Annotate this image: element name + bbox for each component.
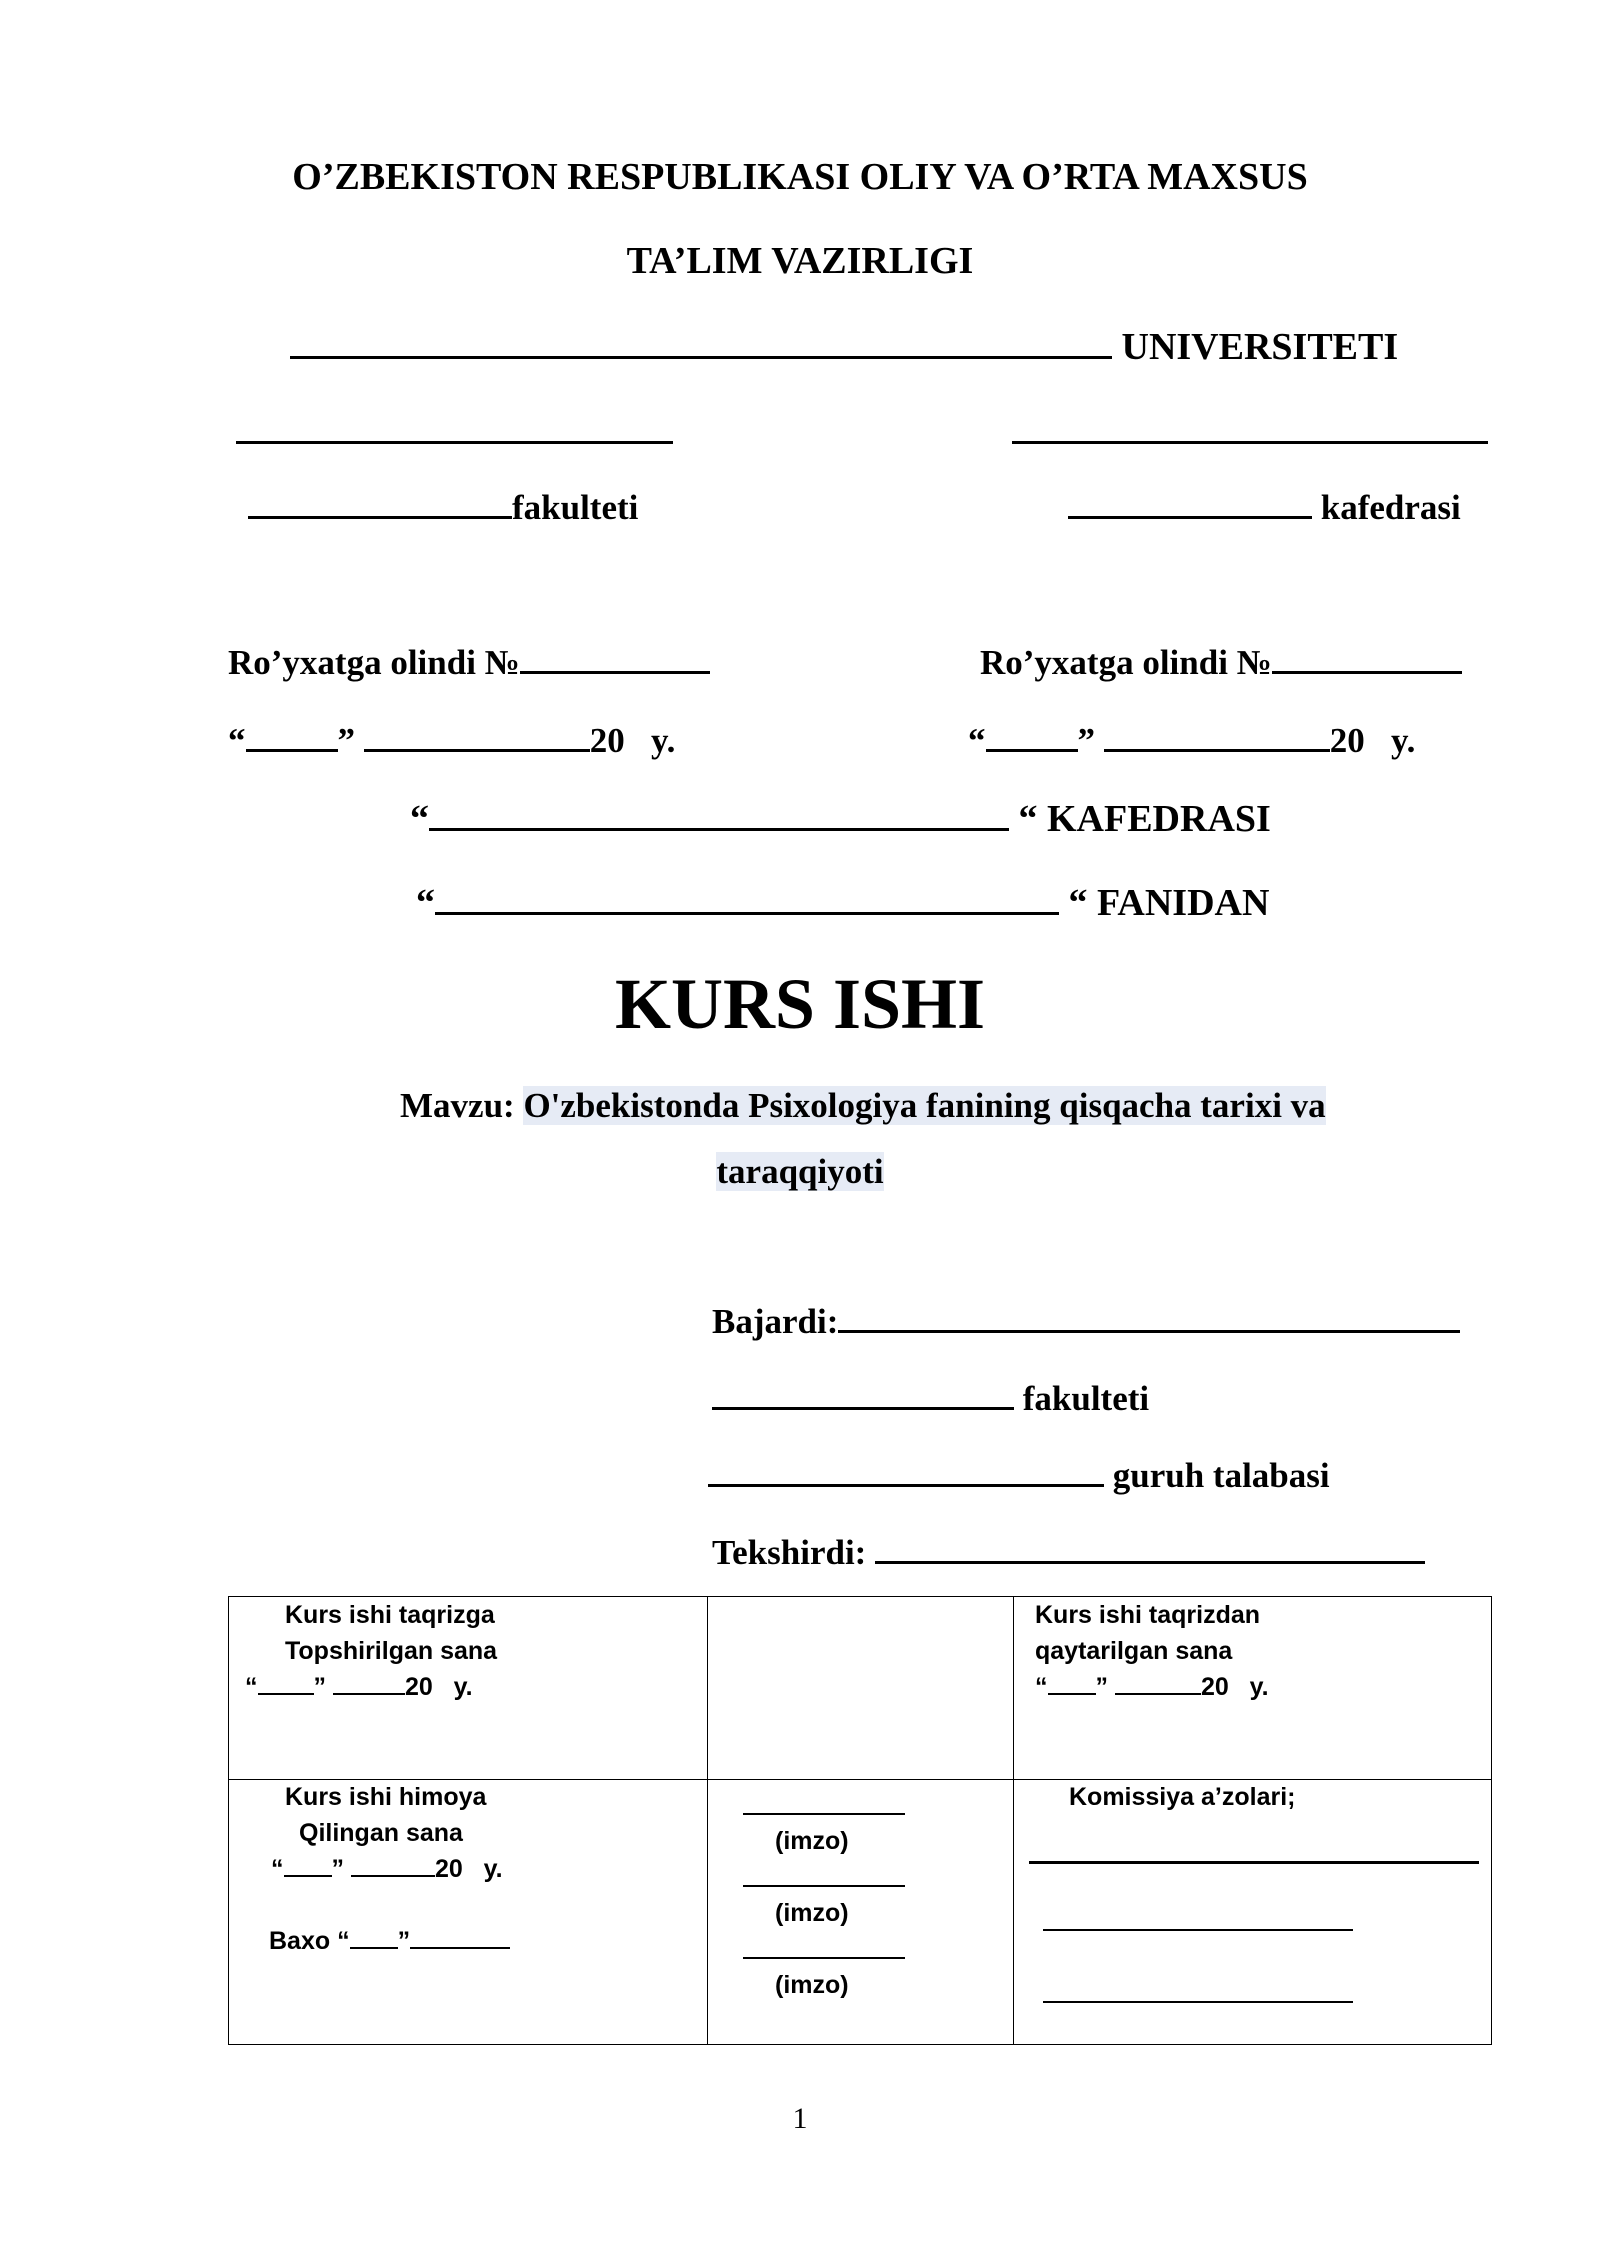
department-name-blank[interactable] bbox=[1012, 441, 1488, 444]
registration-right-date bbox=[968, 715, 1415, 764]
registration-right bbox=[980, 637, 1462, 686]
commission-member-line[interactable] bbox=[1029, 1861, 1479, 1864]
close-quote: ” bbox=[313, 1673, 326, 1701]
year-prefix: 20 bbox=[1200, 1673, 1229, 1701]
faculty-row-right bbox=[1068, 482, 1461, 531]
tekshirdi-line bbox=[712, 1527, 1425, 1576]
kafedra-line bbox=[410, 794, 1271, 842]
year-suffix: y. bbox=[483, 1855, 503, 1883]
commission-member-line[interactable] bbox=[1043, 1929, 1353, 1931]
group-line bbox=[708, 1450, 1330, 1499]
close-quote: ” bbox=[1077, 721, 1095, 760]
signature-label: (imzo) bbox=[775, 1827, 849, 1855]
signature-label: (imzo) bbox=[775, 1971, 849, 1999]
cell-text: Kurs ishi taqrizdan bbox=[1035, 1601, 1261, 1629]
registration-left-date bbox=[228, 715, 675, 764]
review-submitted-cell bbox=[285, 1597, 497, 1669]
cell-text: qaytarilgan sana bbox=[1035, 1637, 1233, 1665]
month-blank[interactable] bbox=[333, 1671, 405, 1695]
topic-text-line1: O'zbekistonda Psixologiya fanining qisqacha tarixi va bbox=[523, 1086, 1326, 1125]
faculty-row-left bbox=[248, 482, 638, 531]
fan-line bbox=[416, 878, 1269, 926]
registration-left-number-blank[interactable] bbox=[520, 637, 710, 674]
year-prefix: 20 bbox=[404, 1673, 433, 1701]
month-blank[interactable] bbox=[351, 1853, 435, 1877]
open-quote: “ bbox=[228, 721, 246, 760]
university-label: UNIVERSITETI bbox=[1121, 326, 1399, 368]
topic-text-line2: taraqqiyoti bbox=[716, 1152, 884, 1191]
registration-left-label: Ro’yxatga olindi № bbox=[228, 643, 520, 682]
grade-line bbox=[269, 1923, 510, 1959]
page-number: 1 bbox=[792, 2102, 808, 2135]
day-blank[interactable] bbox=[284, 1853, 332, 1877]
kafedra-label: “ KAFEDRASI bbox=[1018, 798, 1271, 840]
faculty-label: fakulteti bbox=[512, 488, 639, 527]
fan-blank[interactable] bbox=[435, 878, 1059, 915]
performer-faculty-blank[interactable] bbox=[712, 1373, 1014, 1410]
close-quote: ” bbox=[1095, 1673, 1108, 1701]
document-title: KURS ISHI bbox=[614, 964, 986, 1044]
table-divider bbox=[707, 1597, 708, 2044]
day-blank[interactable] bbox=[986, 715, 1078, 752]
cell-text: Kurs ishi himoya bbox=[285, 1783, 487, 1811]
bajardi-line bbox=[712, 1296, 1460, 1345]
department-label: kafedrasi bbox=[1320, 488, 1461, 527]
month-blank[interactable] bbox=[364, 715, 590, 752]
topic-line2 bbox=[0, 1149, 1600, 1195]
month-blank[interactable] bbox=[1104, 715, 1330, 752]
cell-text: Topshirilgan sana bbox=[285, 1637, 498, 1665]
table-divider bbox=[1013, 1597, 1014, 2044]
topic-line1 bbox=[400, 1083, 1326, 1129]
department-blank[interactable] bbox=[1068, 482, 1312, 519]
day-blank[interactable] bbox=[246, 715, 338, 752]
year-prefix: 20 bbox=[434, 1855, 463, 1883]
close-quote: ” bbox=[331, 1855, 344, 1883]
review-returned-cell bbox=[1035, 1597, 1260, 1669]
open-quote: “ bbox=[416, 882, 435, 924]
registration-left bbox=[228, 637, 710, 686]
day-blank[interactable] bbox=[1048, 1671, 1096, 1695]
day-blank[interactable] bbox=[258, 1671, 314, 1695]
signature-label: (imzo) bbox=[775, 1899, 849, 1927]
university-line bbox=[290, 322, 1398, 370]
year-prefix: 20 bbox=[589, 721, 625, 760]
close-quote: ” bbox=[337, 721, 355, 760]
commission-member-line[interactable] bbox=[1043, 2001, 1353, 2003]
ministry-title-line2: TA’LIM VAZIRLIGI bbox=[626, 240, 974, 282]
group-blank[interactable] bbox=[708, 1450, 1104, 1487]
tekshirdi-label: Tekshirdi: bbox=[712, 1533, 867, 1572]
registration-right-label: Ro’yxatga olindi № bbox=[980, 643, 1272, 682]
commission-label: Komissiya a’zolari; bbox=[1069, 1783, 1296, 1811]
kafedra-blank[interactable] bbox=[429, 794, 1009, 831]
faculty-name-blank[interactable] bbox=[236, 441, 673, 444]
performer-faculty-line bbox=[712, 1373, 1149, 1422]
open-quote: “ bbox=[245, 1673, 258, 1701]
group-label: guruh talabasi bbox=[1112, 1456, 1330, 1495]
grade-label: Baxo bbox=[269, 1927, 331, 1955]
registration-right-number-blank[interactable] bbox=[1272, 637, 1462, 674]
bajardi-label: Bajardi: bbox=[712, 1302, 839, 1341]
open-quote: “ bbox=[968, 721, 986, 760]
tekshirdi-blank[interactable] bbox=[875, 1527, 1425, 1564]
university-blank[interactable] bbox=[290, 322, 1112, 359]
cell-text: Qilingan sana bbox=[299, 1819, 463, 1847]
review-submitted-date bbox=[245, 1669, 473, 1705]
year-suffix: y. bbox=[1391, 721, 1416, 760]
close-quote: ” bbox=[397, 1927, 411, 1955]
year-prefix: 20 bbox=[1329, 721, 1365, 760]
open-quote: “ bbox=[410, 798, 429, 840]
ministry-title-line1: O’ZBEKISTON RESPUBLIKASI OLIY VA O’RTA MAXSUS bbox=[292, 156, 1308, 198]
open-quote: “ bbox=[271, 1855, 284, 1883]
open-quote: “ bbox=[1035, 1673, 1048, 1701]
open-quote: “ bbox=[337, 1927, 350, 1955]
defense-cell bbox=[285, 1779, 486, 1851]
month-blank[interactable] bbox=[1115, 1671, 1201, 1695]
cell-text: Kurs ishi taqrizga bbox=[285, 1601, 495, 1629]
faculty-blank[interactable] bbox=[248, 482, 512, 519]
year-suffix: y. bbox=[1249, 1673, 1269, 1701]
performer-faculty-label: fakulteti bbox=[1022, 1379, 1150, 1418]
grade-blank[interactable] bbox=[350, 1925, 398, 1949]
defense-date bbox=[271, 1851, 503, 1887]
fan-label: “ FANIDAN bbox=[1068, 882, 1270, 924]
topic-label: Mavzu: bbox=[400, 1086, 515, 1125]
signature-line[interactable] bbox=[743, 1813, 905, 1815]
bajardi-blank[interactable] bbox=[838, 1296, 1460, 1333]
review-table bbox=[228, 1596, 1492, 2045]
signature-line[interactable] bbox=[743, 1885, 905, 1887]
year-suffix: y. bbox=[651, 721, 676, 760]
year-suffix: y. bbox=[453, 1673, 473, 1701]
signature-line[interactable] bbox=[743, 1957, 905, 1959]
grade-text-blank[interactable] bbox=[410, 1925, 510, 1949]
review-returned-date bbox=[1035, 1669, 1269, 1705]
